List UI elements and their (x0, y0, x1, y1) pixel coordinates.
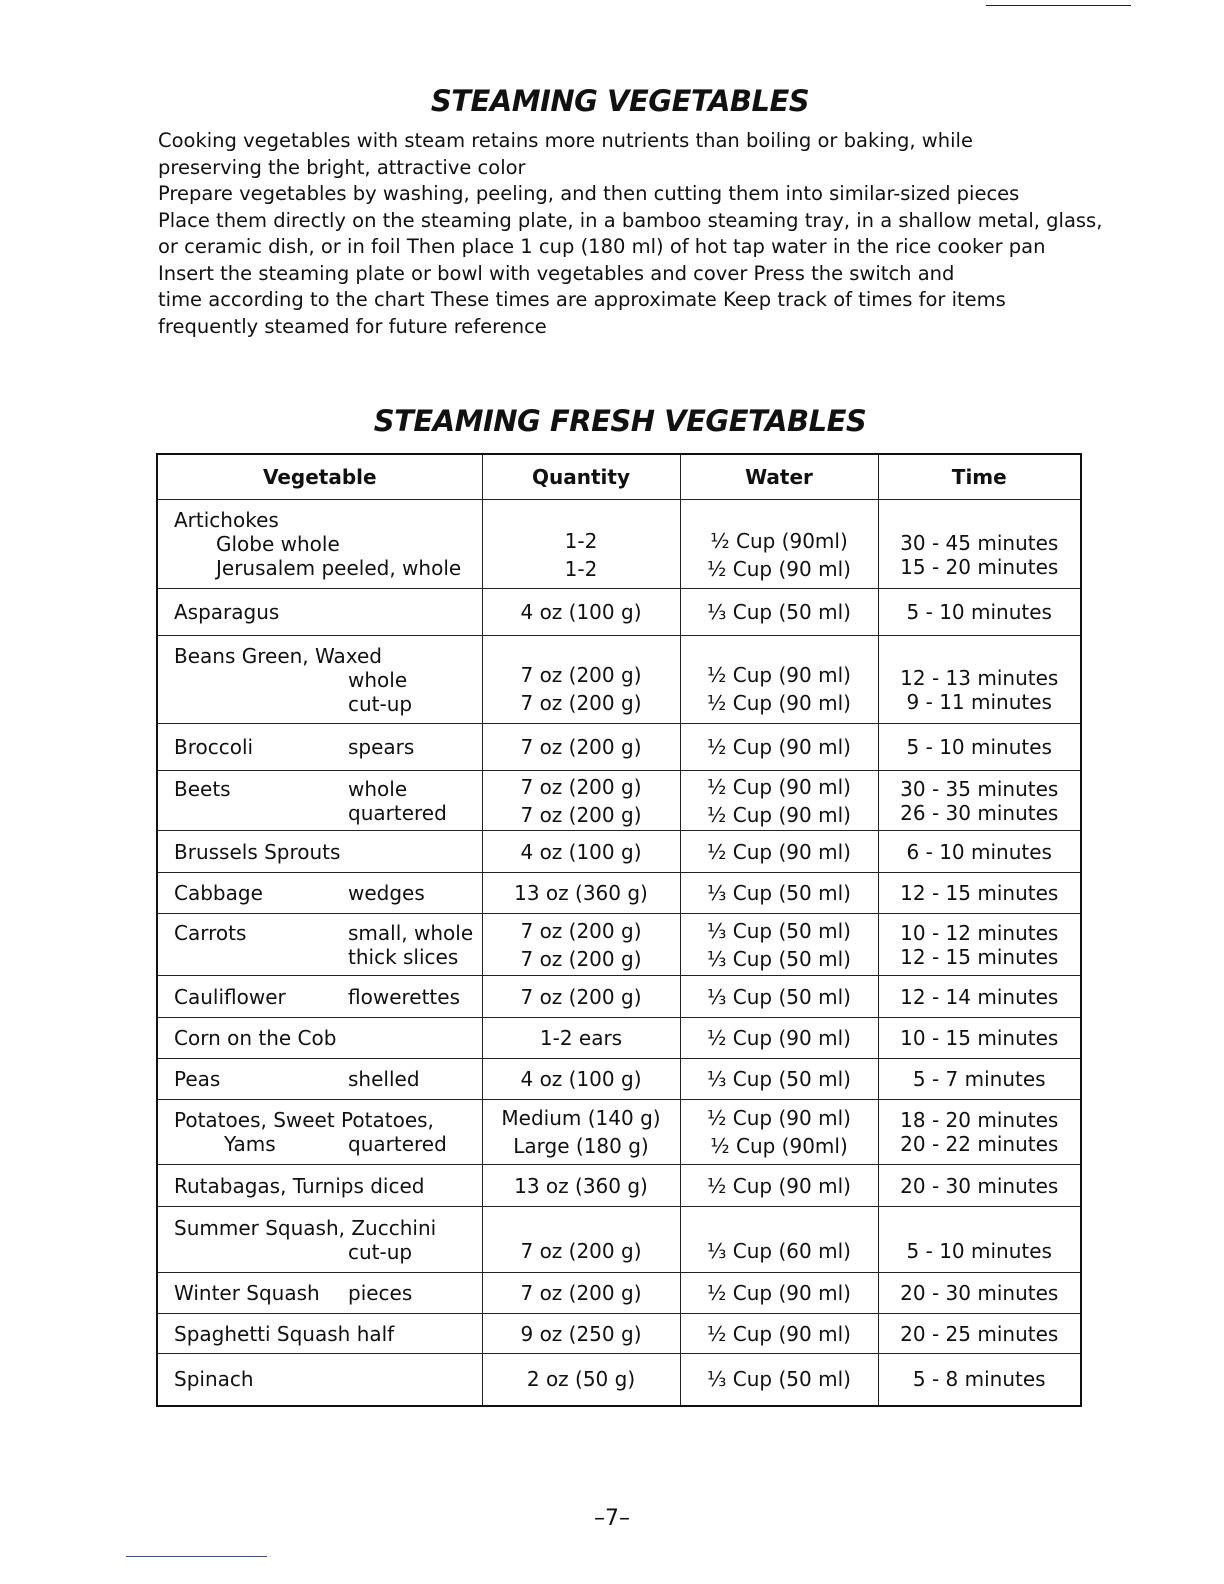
time-cell: 20 - 25 minutes (878, 1314, 1081, 1354)
quantity-cell: 9 oz (250 g) (482, 1314, 680, 1354)
time-cell: 12 - 13 minutes 9 - 11 minutes (878, 636, 1081, 724)
quantity-cell: 4 oz (100 g) (482, 1059, 680, 1100)
vegetable-cell: Cabbage wedges (157, 873, 482, 914)
table-title: STEAMING FRESH VEGETABLES (373, 404, 867, 438)
water-cell: ⅓ Cup (50 ml) (680, 873, 878, 914)
header-vegetable: Vegetable (157, 454, 482, 500)
vegetable-cell: Spinach (157, 1354, 482, 1406)
water-cell: ½ Cup (90 ml) (680, 1273, 878, 1314)
quantity-cell: 7 oz (200 g) (482, 976, 680, 1018)
top-rule (986, 5, 1131, 6)
table-header-row (157, 454, 1081, 500)
quantity-cell: 7 oz (200 g) (482, 1273, 680, 1314)
table-row (157, 1314, 1081, 1354)
quantity-cell: 7 oz (200 g) (482, 724, 680, 771)
header-time: Time (878, 454, 1081, 500)
time-cell: 5 - 8 minutes (878, 1354, 1081, 1406)
water-cell: ⅓ Cup (50 ml) (680, 976, 878, 1018)
quantity-cell: 2 oz (50 g) (482, 1354, 680, 1406)
vegetable-cell: Asparagus (157, 589, 482, 636)
vegetable-cell: Cauliflower flowerettes (157, 976, 482, 1018)
quantity-cell: 4 oz (100 g) (482, 589, 680, 636)
header-quantity: Quantity (482, 454, 680, 500)
table-row (157, 914, 1081, 976)
vegetable-cell: Brussels Sprouts (157, 831, 482, 873)
intro-line: Prepare vegetables by washing, peeling, and then cutting them into similar-sized pieces (158, 182, 1020, 205)
vegetable-cell: Beets whole quartered (157, 771, 482, 831)
table-row (157, 1273, 1081, 1314)
steaming-chart-table (156, 453, 1082, 1407)
water-cell: ½ Cup (90 ml) (680, 1165, 878, 1207)
table-row (157, 1059, 1081, 1100)
quantity-cell: 7 oz (200 g) (482, 1207, 680, 1273)
table-row (157, 771, 1081, 831)
quantity-cell: 7 oz (200 g) 7 oz (200 g) (482, 914, 680, 976)
table-row (157, 831, 1081, 873)
quantity-cell: 4 oz (100 g) (482, 831, 680, 873)
intro-line: Cooking vegetables with steam retains more nutrients than boiling or baking, while (158, 129, 973, 152)
table-row (157, 500, 1081, 589)
intro-paragraph (158, 128, 1103, 340)
table-row (157, 1207, 1081, 1273)
table-row (157, 1018, 1081, 1059)
water-cell: ⅓ Cup (50 ml) ⅓ Cup (50 ml) (680, 914, 878, 976)
bottom-rule (126, 1556, 267, 1557)
time-cell: 10 - 15 minutes (878, 1018, 1081, 1059)
vegetable-cell: Potatoes, Sweet Potatoes, Yams quartered (157, 1100, 482, 1165)
time-cell: 5 - 10 minutes (878, 589, 1081, 636)
time-cell: 10 - 12 minutes 12 - 15 minutes (878, 914, 1081, 976)
water-cell: ½ Cup (90 ml) ½ Cup (90 ml) (680, 636, 878, 724)
intro-line: Place them directly on the steaming plate, in a bamboo steaming tray, in a shallow metal, glass, (158, 208, 1103, 232)
table-row (157, 1100, 1081, 1165)
vegetable-cell: Summer Squash, Zucchini cut-up (157, 1207, 482, 1273)
water-cell: ⅓ Cup (50 ml) (680, 1354, 878, 1406)
page-title: STEAMING VEGETABLES (430, 84, 810, 118)
table-row (157, 724, 1081, 771)
vegetable-cell: Beans Green, Waxed whole cut-up (157, 636, 482, 724)
water-cell: ½ Cup (90ml) ½ Cup (90 ml) (680, 500, 878, 589)
table-row (157, 1165, 1081, 1207)
water-cell: ½ Cup (90 ml) (680, 831, 878, 873)
quantity-cell: 13 oz (360 g) (482, 873, 680, 914)
quantity-cell: 7 oz (200 g) 7 oz (200 g) (482, 771, 680, 831)
water-cell: ½ Cup (90 ml) ½ Cup (90ml) (680, 1100, 878, 1165)
page-number: –7– (594, 1506, 630, 1531)
vegetable-cell: Spaghetti Squash half (157, 1314, 482, 1354)
time-cell: 5 - 10 minutes (878, 724, 1081, 771)
time-cell: 12 - 15 minutes (878, 873, 1081, 914)
time-cell: 5 - 7 minutes (878, 1059, 1081, 1100)
table-row (157, 636, 1081, 724)
vegetable-cell: Rutabagas, Turnips diced (157, 1165, 482, 1207)
time-cell: 18 - 20 minutes 20 - 22 minutes (878, 1100, 1081, 1165)
table-row (157, 1354, 1081, 1406)
header-water: Water (680, 454, 878, 500)
table-row (157, 873, 1081, 914)
intro-line: Insert the steaming plate or bowl with vegetables and cover Press the switch and (158, 261, 955, 285)
quantity-cell: 7 oz (200 g) 7 oz (200 g) (482, 636, 680, 724)
water-cell: ½ Cup (90 ml) ½ Cup (90 ml) (680, 771, 878, 831)
quantity-cell: 1-2 ears (482, 1018, 680, 1059)
vegetable-cell: Winter Squash pieces (157, 1273, 482, 1314)
intro-line: or ceramic dish, or in foil Then place 1 cup (180 ml) of hot tap water in the rice cooker pan (158, 235, 1046, 258)
vegetable-cell: Corn on the Cob (157, 1018, 482, 1059)
water-cell: ½ Cup (90 ml) (680, 1314, 878, 1354)
intro-line: time according to the chart These times are approximate Keep track of times for items (158, 288, 1006, 311)
water-cell: ½ Cup (90 ml) (680, 724, 878, 771)
quantity-cell: 1-2 1-2 (482, 500, 680, 589)
vegetable-cell: Broccoli spears (157, 724, 482, 771)
vegetable-cell: Carrots small, whole thick slices (157, 914, 482, 976)
table-row (157, 589, 1081, 636)
intro-line: preserving the bright, attractive color (158, 155, 526, 179)
quantity-cell: 13 oz (360 g) (482, 1165, 680, 1207)
water-cell: ½ Cup (90 ml) (680, 1018, 878, 1059)
water-cell: ⅓ Cup (60 ml) (680, 1207, 878, 1273)
time-cell: 6 - 10 minutes (878, 831, 1081, 873)
time-cell: 20 - 30 minutes (878, 1273, 1081, 1314)
intro-line: frequently steamed for future reference (158, 314, 547, 338)
time-cell: 12 - 14 minutes (878, 976, 1081, 1018)
water-cell: ⅓ Cup (50 ml) (680, 1059, 878, 1100)
time-cell: 30 - 45 minutes 15 - 20 minutes (878, 500, 1081, 589)
time-cell: 30 - 35 minutes 26 - 30 minutes (878, 771, 1081, 831)
quantity-cell: Medium (140 g) Large (180 g) (482, 1100, 680, 1165)
water-cell: ⅓ Cup (50 ml) (680, 589, 878, 636)
vegetable-cell: Artichokes Globe whole Jerusalem peeled, whole (157, 500, 482, 589)
time-cell: 20 - 30 minutes (878, 1165, 1081, 1207)
time-cell: 5 - 10 minutes (878, 1207, 1081, 1273)
vegetable-cell: Peas shelled (157, 1059, 482, 1100)
table-row (157, 976, 1081, 1018)
